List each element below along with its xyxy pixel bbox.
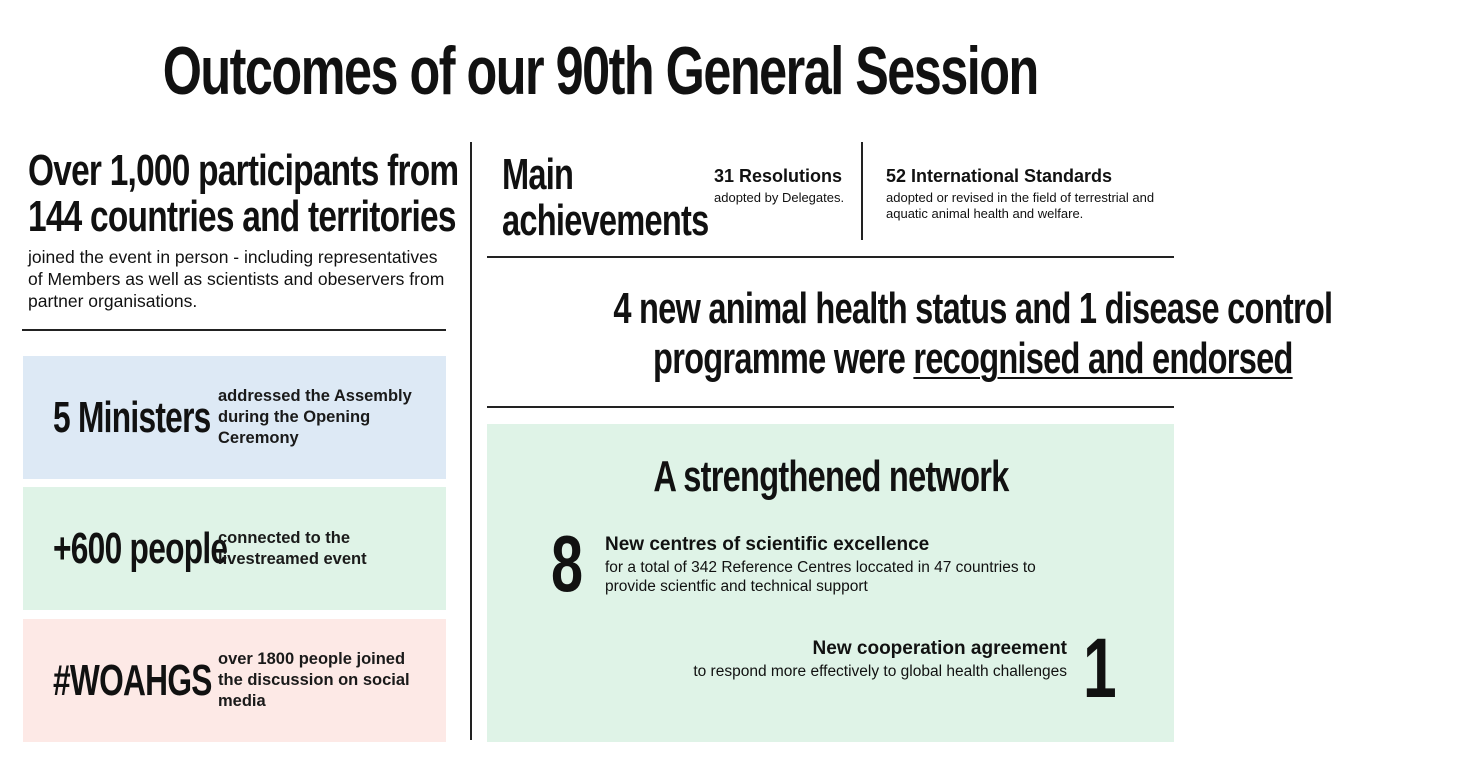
- achievements-heading-line1: Main: [502, 150, 574, 199]
- hashtag-value: #WOAHGS: [53, 655, 212, 705]
- centres-description: for a total of 342 Reference Centres loccated in 47 countries to provide scientfic and technical support: [605, 559, 1036, 595]
- page-title: Outcomes of our 90th General Session: [162, 33, 1038, 109]
- participants-headline-line1: Over 1,000 participants from: [28, 146, 459, 195]
- cooperation-number: 1: [1083, 621, 1117, 715]
- social-card: [23, 619, 446, 742]
- participants-body: joined the event in person - including representatives of Members as well as scientists and obeservers from partner organisations.: [28, 247, 445, 311]
- resolutions-label: 31 Resolutions: [714, 166, 843, 186]
- network-title: A strengthened network: [652, 452, 1009, 501]
- cooperation-label: New cooperation agreement: [812, 638, 1067, 659]
- achievements-heading: [502, 152, 709, 244]
- livestream-card: [23, 487, 446, 610]
- ministers-value: 5 Ministers: [53, 392, 211, 442]
- network-card: [487, 424, 1174, 742]
- cooperation-block: [667, 638, 1067, 681]
- recognition-line2: [613, 334, 1332, 384]
- achievements-divider: [861, 142, 863, 240]
- right-divider-top: [487, 256, 1174, 258]
- ministers-card: [23, 356, 446, 479]
- achievements-heading-line2: achievements: [502, 196, 709, 245]
- livestream-value: +600 people: [53, 523, 228, 573]
- recognition-statement: [487, 284, 1333, 384]
- ministers-description: addressed the Assembly during the Opening Ceremony: [218, 387, 412, 447]
- standards-block: [886, 166, 1186, 222]
- participants-headline: [28, 146, 459, 241]
- centres-number: 8: [551, 519, 584, 608]
- resolutions-description: adopted by Delegates.: [714, 190, 845, 205]
- resolutions-block: [714, 166, 854, 206]
- participants-section: [28, 146, 459, 312]
- centres-block: [605, 534, 1045, 596]
- left-divider: [22, 329, 446, 331]
- standards-label: 52 International Standards: [886, 166, 1113, 186]
- recognition-emphasis: recognised and endorsed: [913, 334, 1293, 383]
- participants-headline-line2: 144 countries and territories: [28, 192, 456, 241]
- livestream-description: connected to the livestreamed event: [218, 528, 367, 568]
- recognition-line2-prefix: programme were: [653, 334, 914, 383]
- standards-description: adopted or revised in the field of terrestrial and aquatic animal health and welfare.: [886, 190, 1155, 221]
- centres-label: New centres of scientific excellence: [605, 534, 930, 555]
- cooperation-description: to respond more effectively to global health challenges: [693, 663, 1067, 680]
- recognition-line1: 4 new animal health status and 1 disease control: [613, 284, 1333, 333]
- right-divider-bottom: [487, 406, 1174, 408]
- vertical-divider: [470, 142, 472, 740]
- social-description: over 1800 people joined the discussion on social media: [218, 650, 410, 710]
